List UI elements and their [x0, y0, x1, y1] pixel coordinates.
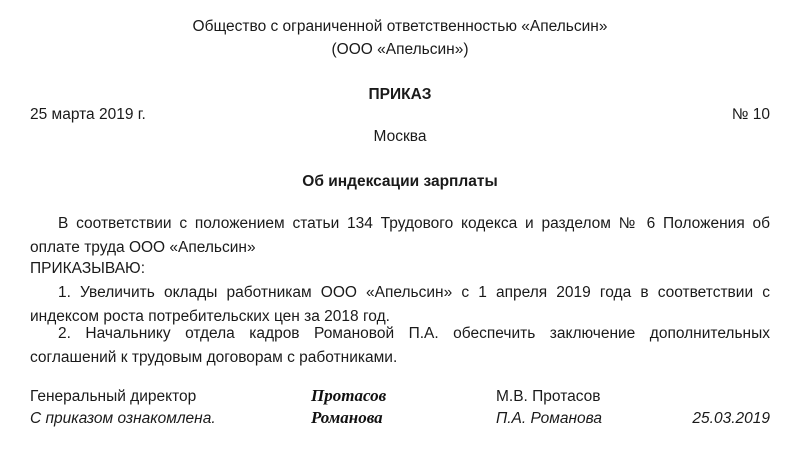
order-item-1: 1. Увеличить оклады работникам ООО «Апельсин» с 1 апреля 2019 года в соответствии с индексом роста потребительских цен за 2018 год.: [30, 284, 770, 325]
acknowledgement-text: С приказом ознакомлена.: [30, 410, 216, 427]
acknowledgement-name: П.А. Романова: [496, 410, 603, 427]
organization-short-name: (ООО «Апельсин»): [331, 41, 469, 58]
acknowledgement-date: 25.03.2019: [692, 410, 770, 427]
order-city: Москва: [373, 128, 427, 145]
order-date: 25 марта 2019 г.: [30, 106, 146, 123]
director-name: М.В. Протасов: [496, 388, 601, 405]
director-signature: Протасов: [311, 386, 387, 405]
order-number: № 10: [731, 106, 770, 123]
document-title: ПРИКАЗ: [368, 86, 432, 103]
director-title: Генеральный директор: [30, 388, 197, 405]
order-subject: Об индексации зарплаты: [302, 173, 498, 190]
preamble-paragraph: В соответствии с положением статьи 134 Трудового кодекса и разделом № 6 Положения об оплате труда ООО «Апельсин»: [30, 215, 770, 256]
organization-name: Общество с ограниченной ответственностью «Апельсин»: [192, 18, 608, 35]
order-keyword: ПРИКАЗЫВАЮ:: [30, 260, 146, 277]
order-item-2: 2. Начальнику отдела кадров Романовой П.А. обеспечить заключение дополнительных соглашений к трудовым договорам с работниками.: [30, 325, 770, 366]
acknowledgement-signature: Романова: [311, 408, 383, 427]
